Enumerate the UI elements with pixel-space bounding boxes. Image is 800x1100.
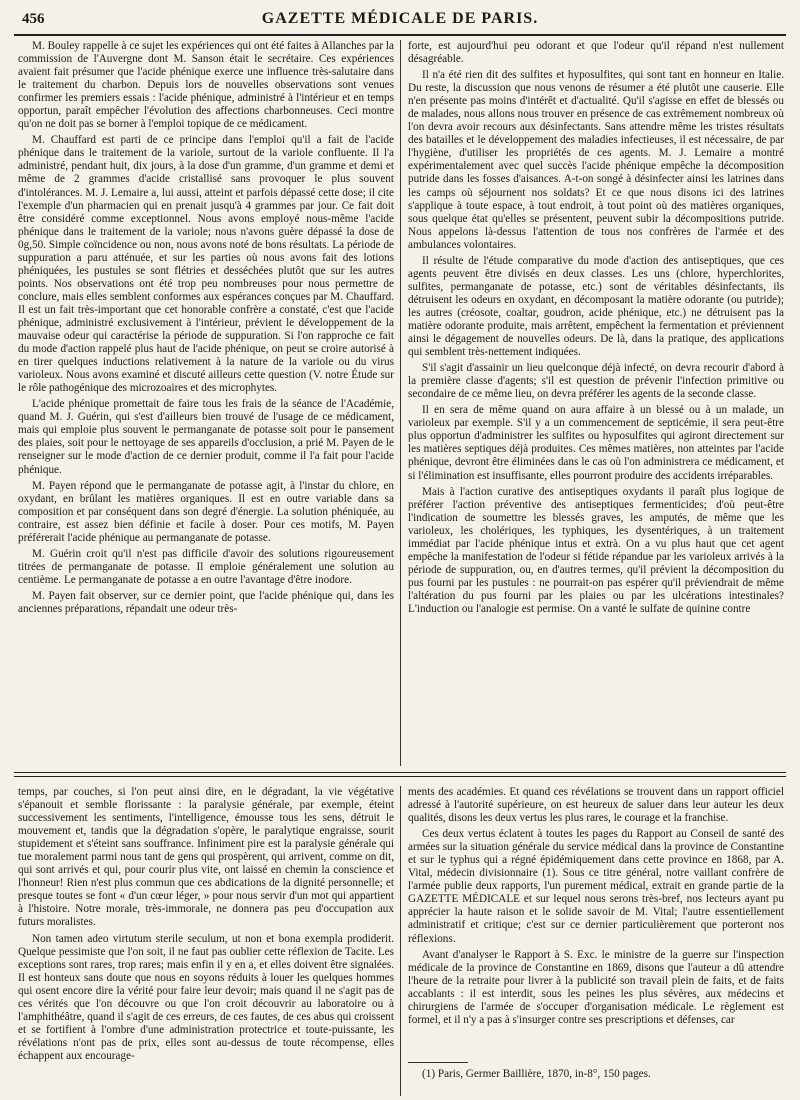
page-header bbox=[14, 0, 786, 34]
paragraph: ments des académies. Et quand ces révélations se trouvent dans un rapport officiel adressé à l'autorité supérieure, on est heureux de saluer dans leur auteur les deux qualités, disons les deux vertus les plus rares, le courage et la franchise. bbox=[408, 786, 784, 825]
paragraph: forte, est aujourd'hui peu odorant et que l'odeur qu'il répand n'est nullement désagréable. bbox=[408, 40, 784, 66]
feuilleton-rule bbox=[14, 772, 786, 773]
paragraph: L'acide phénique promettait de faire tous les frais de la séance de l'Académie, quand M. J. Guérin, qui s'est d'ailleurs bien trouvé de l'usage de ce médicament, mais qui emploie plus souvent le permanganate de potasse soit pour le pansement des plaies, soit pour le nettoyage de ses appareils d'occlusion, a prié M. Payen de le renseigner sur le mode d'action de ce dernier produit, comme il l'a fait pour l'acide phénique. bbox=[18, 398, 394, 476]
paragraph: Il résulte de l'étude comparative du mode d'action des antiseptiques, que ces agents peuvent être divisés en deux classes. Les uns (chlore, hyperchlorites, sulfites, permanganate de potasse, etc.) sont de véritables désinfectants, ils détruisent les odeurs en oxydant, en décomposant la matière odorante (ou putride); les autres (créosote, coaltar, goudron, acide phénique, etc.) ne détruisent pas la matière odorante produite, mais arrêtent, empêchent la fermentation et préviennent ainsi le dégagement de nouvelles odeurs. De là, dans la pratique, des applications qui semblent très-nettement indiquées. bbox=[408, 254, 784, 359]
paragraph: Avant d'analyser le Rapport à S. Exc. le ministre de la guerre sur l'inspection médicale de la province de Constantine en 1869, disons que l'auteur a dû attendre l'heure de la retraite pour livrer à la publicité son travail plein de faits, et de faits accablants : il est interdit, sous les peines les plus sévères, aux médecins et chirurgiens de l'armée de s'occuper d'organisation médicale. Le règlement est formel, et il n'y a pas à s'insurger contre ses prescriptions et défenses, car bbox=[408, 948, 784, 1026]
paragraph: Il n'a été rien dit des sulfites et hyposulfites, qui sont tant en honneur en Italie. Du reste, la discussion que nous venons de résumer a été plutôt une causerie. Elle n'en présente pas moins d'intérêt et d'actualité. Qu'il s'agisse en effet de blessés ou de malades, nous allons nous trouver en présence de cas extrêmement nombreux où l'on devra avoir recours aux désinfectants. Sans attendre même les tristes résultats des batailles et le développement des maladies infectieuses, il est nécessaire, de par l'hygiène, d'utiliser les propriétés de ces agents. M. J. Lemaire a montré expérimentalement avec quel succès l'acide phénique empêche la décomposition putride dans les fosses d'aisances. A-t-on songé à désinfecter ainsi les latrines dans les camps où séjournent nos soldats? Et ce que nous disons ici des latrines s'applique à toute espace, à tout endroit, à tout point où des matières organiques, sous quelque état qu'elles se présentent, peuvent subir la décompositions putride. Nous appelons là-dessus l'attention de tous nos confrères de l'armée et des ambulances volontaires. bbox=[408, 69, 784, 251]
lower-left-column bbox=[18, 786, 394, 1096]
column-divider bbox=[400, 40, 401, 766]
paragraph: Mais à l'action curative des antiseptiques oxydants il paraît plus logique de préférer l'action préventive des antiseptiques fermenticides; d'où peut-être l'indication de soumettre les blessés graves, les amputés, de même que les varioleux, les cholériques, les typhiques, les dysentériques, à un traitement immédiat par l'acide phénique intus et extrà. On a vu plus haut que cet agent empêche la manifestation de l'odeur si fétide répandue par les varioleux arrivés à la période de suppuration, ou, en d'autres termes, qu'il prévient la décomposition du pus fourni par les pustules : ne pourrait-on pas espérer qu'il préviendrait de même l'altération du pus fourni par les plaies ou par les ulcérations intestinales? L'induction ou l'analogie est permise. On a vanté le sulfate de quinine contre bbox=[408, 485, 784, 615]
footnote-rule bbox=[408, 1062, 468, 1063]
paragraph: M. Guérin croit qu'il n'est pas difficile d'avoir des solutions rigoureusement titrées de permanganate de potasse. Il emploie généralement une solution au centième. Le permanganate de potasse a en outre l'avantage d'être inodore. bbox=[18, 547, 394, 586]
paragraph: Non tamen adeo virtutum sterile seculum, ut non et bona exempla prodiderit. Quelque pessimiste que l'on soit, il ne faut pas oublier cette réflexion de Tacite. Les exceptions sont rares, trop rares; mais enfin il y en a, et elles doivent être signalées. Il est honteux sans doute que nous en soyons réduits à louer les quelques hommes qui osent encore dire la vérité pour faire leur devoir; mais quand il ne s'agit pas de ces vérités que l'on découvre ou que l'on croit découvrir au laboratoire ou à l'amphithéâtre, quand il s'agit de ces erreurs, de ces fautes, de ces abus qui croissent et se fortifient à l'ombre d'une administration protectrice et toute-puissante, les révélations n'ont pas de prix, elles sont au-dessus de toute récompense, elles échappent aux encourage- bbox=[18, 932, 394, 1062]
upper-right-column bbox=[408, 40, 784, 766]
newspaper-page bbox=[14, 0, 786, 1100]
paragraph: M. Chauffard est parti de ce principe dans l'emploi qu'il a fait de l'acide phénique dans le traitement de la variole, surtout de la variole confluente. Il l'a administré, pendant huit, dix jours, à la dose d'un gramme, d'un gramme et demi et même de 2 grammes d'acide cristallisé sans provoquer le plus souvent d'intolérances. M. J. Lemaire a, lui aussi, atteint et parfois dépassé cette dose; il cite l'exemple d'un pharmacien qui en prenait jusqu'à 4 grammes par jour. Ce fait doit être considéré comme exceptionnel. Nous avons employé nous-même l'acide phénique dans le traitement de la variole; nous n'avons guère dépassé la dose de 0g,50. Simple coïncidence ou non, nous avons noté de bons résultats. La période de suppuration a paru atténuée, et sur les parties où nous avons fait des lotions phéniquées, les pustules se sont flétries et desséchées plutôt que sur les autres points. Nos observations ont été trop peu nombreuses pour nous permettre de conclure, mais elles semblent conformes aux espérances conçues par M. Chauffard. Il est un fait très-important que cet honorable confrère a constaté, c'est que l'acide phénique, administré exclusivement à l'intérieur, prévient le développement de la mauvaise odeur qui caractérise la période de suppuration. Si l'on rapproche ce fait du mode d'action rappelé plus haut de l'acide phénique, on peut se croire autorisé à en tirer quelques inductions relativement à la nature de la variole ou du virus varioleux. Nous avons examiné et discuté ailleurs cette question (V. notre Étude sur le rôle pathogénique des microzoaires et des microphytes. bbox=[18, 134, 394, 395]
column-divider bbox=[400, 786, 401, 1096]
paragraph: M. Payen répond que le permanganate de potasse agit, à l'instar du chlore, en oxydant, en brûlant les matières organiques. Il est en outre variable dans sa composition et par conséquent dans son degré d'énergie. La solution phéniquée, au contraire, est assez bien définie et facile à doser. Pour ces motifs, M. Payen préférerait l'acide phénique au permanganate de potasse. bbox=[18, 479, 394, 544]
journal-title: GAZETTE MÉDICALE DE PARIS. bbox=[261, 10, 539, 27]
paragraph: Ces deux vertus éclatent à toutes les pages du Rapport au Conseil de santé des armées sur la situation générale du service médical dans la province de Constantine et sur le typhus qui a régné épidémiquement dans cette province en 1868, par A. Vital, médecin divisionnaire (1). Sous ce titre général, notre vaillant confrère de l'armée publie deux rapports, l'un purement médical, extrait en grande partie de la GAZETTE MÉDICALE et sur lequel nous serons très-bref, nos lecteurs ayant pu apprécier la haute raison et le solide savoir de M. Vital; l'autre essentiellement administratif et critique; c'est sur ce dernier particulièrement que porteront nos réflexions. bbox=[408, 828, 784, 945]
footnote: (1) Paris, Germer Baillière, 1870, in-8°, 150 pages. bbox=[422, 1068, 651, 1080]
paragraph: Il en sera de même quand on aura affaire à un blessé ou à un malade, un varioleux par exemple. S'il y a un commencement de septicémie, il sera peut-être plus opportun d'administrer les sulfites ou hyposulfites qui agiront directement sur les matières septiques déjà produites. Ces mêmes matières, non atteintes par l'acide phénique, devront être éliminées dans le cas où l'on administrera ce médicament, et si l'élimination est insuffisante, elles pourront produire des accidents irréparables. bbox=[408, 404, 784, 482]
paragraph: temps, par couches, si l'on peut ainsi dire, en le dégradant, la vie végétative s'épanouit et semble florissante : la paralysie générale, par exemple, éteint successivement les sentiments, l'intelligence, émousse tous les sens, détruit le mouvement et, tandis que la dégradation s'opère, le paralytique engraisse, sourit stupidement et s'éteint sans souffrance. Infiniment pire est la paralysie générale qui tue moralement parmi nous tant de gens qui prospèrent, qui arrivent, comme on dit, qui sont arrivés et qui, pour courir plus vite, ont laissé en chemin la conscience et l'honneur! Rien n'est plus commun que ces abdications de la dignité personnelle; et presque toutes se font « d'un cœur léger, » pour nous servir d'un mot qui appartient à l'histoire. Notre morale, très-immorale, ne donnera pas peu d'occupation aux futurs moralistes. bbox=[18, 786, 394, 929]
lower-right-column bbox=[408, 786, 784, 1076]
feuilleton-rule bbox=[14, 776, 786, 777]
upper-left-column bbox=[18, 40, 394, 766]
paragraph: M. Payen fait observer, sur ce dernier point, que l'acide phénique qui, dans les anciennes préparations, répandait une odeur très- bbox=[18, 589, 394, 615]
header-rule bbox=[14, 34, 786, 36]
page-number: 456 bbox=[22, 11, 45, 27]
paragraph: S'il s'agit d'assainir un lieu quelconque déjà infecté, on devra recourir d'abord à la première classe d'agents; s'il est question de prévenir l'infection primitive ou secondaire de ce même lieu, on devra préférer les agents de la seconde classe. bbox=[408, 362, 784, 401]
paragraph: M. Bouley rappelle à ce sujet les expériences qui ont été faites à Allanches par la commission de l'Auvergne dont M. Sanson était le secrétaire. Ces expériences avaient fait présumer que l'acide phénique exerce une influence très-salutaire dans le traitement du charbon. Depuis lors de nouvelles observations sont venues confirmer les premiers essais : l'acide phénique, administré à l'intérieur et en temps opportun, paraît empêcher l'évolution des affections charbonneuses. Ceci montre qu'on ne doit pas se borner à l'emploi topique de ce médicament. bbox=[18, 40, 394, 131]
